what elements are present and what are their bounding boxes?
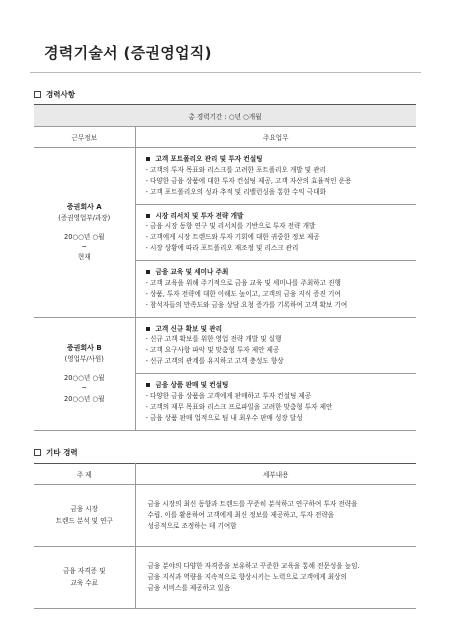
company-name: 증권회사 B: [66, 344, 102, 353]
duty-heading: 고객 포트폴리오 관리 및 투자 컨설팅: [155, 155, 263, 163]
detail-cell: [135, 485, 416, 547]
duty-line: - 다양한 금융 상품을 고객에게 판매하고 투자 컨설팅 제공: [145, 391, 312, 400]
detail-cell: [135, 547, 416, 609]
document-title: 경력기술서 (증권영업직): [44, 44, 212, 62]
bullet-square-icon: [146, 383, 150, 387]
duty-line: - 참석자들의 만족도와 금융 상담 요청 증가를 기록하여 고객 확보 기여: [145, 300, 348, 309]
company-dept: (영업부/사원): [64, 354, 104, 363]
col-header-work-info: 근무정보: [34, 127, 135, 148]
duty-line: - 고객 요구사항 파악 및 맞춤형 투자 제안 제공: [145, 346, 280, 355]
checkbox-square-icon: [34, 449, 41, 456]
duty-line: - 고객 포트폴리오의 성과 추적 및 리밸런싱을 통한 수익 극대화: [145, 187, 326, 196]
period-sep: ~: [81, 243, 88, 252]
detail-line: 금융 분야의 다양한 자격증을 보유하고 꾸준한 교육을 통해 전문성을 높임.: [147, 561, 360, 570]
bullet-square-icon: [146, 327, 150, 331]
company-name: 증권회사 A: [66, 202, 102, 211]
duty-line: - 금융 시장 동향 연구 및 리서치를 기반으로 투자 전략 개발: [145, 222, 316, 231]
col-header-topic: 주 제: [34, 464, 135, 485]
duty-heading: 금융 상품 판매 및 컨설팅: [155, 381, 229, 389]
detail-line: 수립. 이를 활용하여 고객에게 최신 정보를 제공하고, 투자 전략을: [147, 510, 335, 519]
duty-block: [135, 148, 416, 205]
bullet-square-icon: [146, 214, 150, 218]
topic-line: 금융 시장: [70, 505, 99, 514]
section-career-label: 경력사항: [46, 90, 75, 99]
duty-line: - 신규 고객의 관계를 유지하고 고객 충성도 향상: [145, 357, 284, 366]
duty-block: [135, 374, 416, 431]
period-end: 20○○년 ○월: [64, 394, 105, 403]
duty-line: - 금융 상품 판매 업적으로 팀 내 최우수 판매 성장 달성: [145, 413, 303, 422]
career-table: [34, 104, 416, 431]
period-start: 20○○년 ○월: [64, 232, 105, 241]
title-divider: [30, 72, 421, 73]
duty-block: [135, 317, 416, 374]
section-other-header: [34, 447, 78, 458]
duty-line: - 고객의 재무 목표와 리스크 프로파일을 고려한 맞춤형 투자 제안: [145, 402, 333, 411]
total-career-period: 총 경력기간 : ○년 ○개월: [34, 105, 416, 127]
duty-line: - 상품, 투자 전략에 대한 이해도 높이고, 고객의 금융 지식 증진 기여: [145, 289, 341, 298]
duty-line: - 시장 상황에 따라 포트폴리오 재조정 및 리스크 관리: [145, 244, 299, 253]
section-other-label: 기타 경력: [46, 448, 78, 457]
detail-line: 금융 서비스를 제공하고 있음: [147, 584, 231, 593]
duty-block: [135, 204, 416, 261]
duty-heading: 고객 신규 확보 및 관리: [155, 324, 223, 333]
other-career-table: [34, 463, 416, 609]
col-header-main-duties: 주요업무: [135, 127, 416, 148]
duty-line: - 다양한 금융 상품에 대한 투자 컨설팅 제공, 고객 자산의 효율적인 운용: [145, 176, 352, 185]
detail-line: 금융 지식과 역량을 지속적으로 향상시키는 노력으로 고객에게 최상의: [147, 572, 347, 581]
topic-line: 트렌드 분석 및 연구: [55, 516, 113, 525]
duty-heading: 금융 교육 및 세미나 주최: [155, 268, 229, 276]
duty-line: - 고객의 투자 목표와 리스크를 고려한 포트폴리오 개발 및 관리: [145, 165, 326, 174]
detail-line: 금융 시장의 최신 동향과 트렌드를 꾸준히 분석하고 연구하여 투자 전략을: [147, 499, 358, 508]
company-dept: (증권영업부/과장): [58, 213, 111, 222]
duty-line: - 고객에게 시장 트렌드와 투자 기회에 대한 귀중한 정보 제공: [145, 233, 320, 242]
duty-line: - 고객 교육을 위해 주기적으로 금융 교육 및 세미나를 주최하고 진행: [145, 278, 341, 287]
company-b-info: [34, 317, 135, 430]
topic-cell: [34, 485, 135, 547]
period-start: 20○○년 ○월: [64, 374, 105, 383]
duty-line: - 신규 고객 확보를 위한 영업 전략 개발 및 실행: [145, 335, 282, 344]
duty-heading: 시장 리서치 및 투자 전략 개발: [155, 211, 244, 220]
topic-line: 금융 자격증 및: [63, 567, 106, 576]
topic-line: 교육 수료: [70, 578, 99, 587]
bullet-square-icon: [146, 157, 150, 161]
company-a-info: [34, 148, 135, 318]
detail-line: 성공적으로 조정하는 데 기여함: [147, 522, 237, 531]
period-sep: ~: [81, 384, 88, 393]
topic-cell: [34, 547, 135, 609]
duty-block: [135, 261, 416, 318]
bullet-square-icon: [146, 270, 150, 274]
checkbox-square-icon: [34, 91, 41, 98]
col-header-detail: 세부내용: [135, 464, 416, 485]
section-career-header: [34, 89, 75, 100]
period-end: 현재: [77, 253, 91, 262]
